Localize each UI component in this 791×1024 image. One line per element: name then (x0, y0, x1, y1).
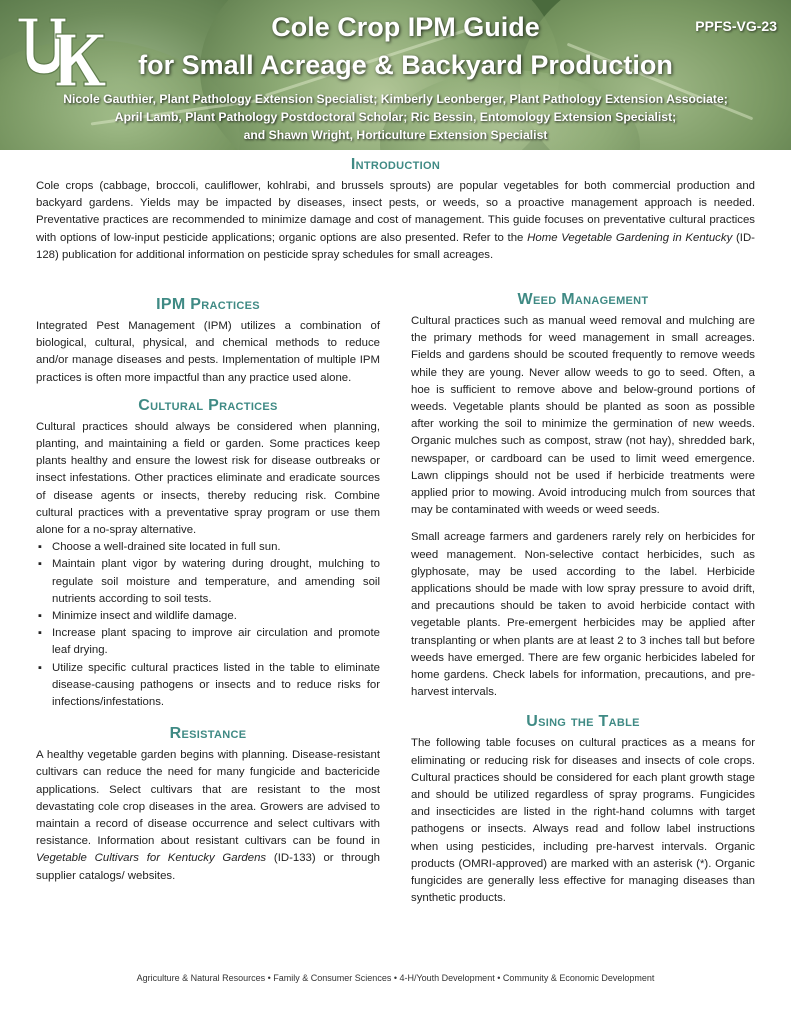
ipm-paragraph: Integrated Pest Management (IPM) utilizes a combination of biological, cultural, physical, and chemical methods to reduce and/or manage diseases and pests. Implementation of multiple IPM practices is often more impactful than any practice used alone. (36, 320, 380, 384)
publication-title: Home Vegetable Gardening in Kentucky (527, 231, 733, 244)
resistance-heading: Resistance (169, 725, 247, 743)
author-line: Nicole Gauthier, Plant Pathology Extension Specialist; Kimberly Leonberger, Plant Pathology Extension Associate; (63, 92, 728, 106)
page-title-line2: for Small Acreage & Backyard Production (138, 50, 673, 80)
weed-paragraph: Small acreage farmers and gardeners rarely rely on herbicides for weed management. Non-selective contact herbicides, such as glyphosate, may be used according to the label. Herbicide applications should be made with low spray pressure to avoid drift, and precautions should be taken to avoid herbicide contact with vegetable plants. Pre-emergent herbicides may be applied after transplanting or when plants are at least 2 to 3 inches tall but before weeds have emerged. There are few organic herbicides labeled for home gardens. Check labels for information, precautions, and pre-harvest intervals. (411, 531, 755, 699)
weed-paragraph: Cultural practices such as manual weed removal and mulching are the primary methods for weed management in small acreages. Fields and gardens should be scouted frequently to remove weeds while they are young. Never allow weeds to go to seed. Often, a hoe is sufficient to remove above and below-ground portions of weeds. Vegetable plants should be planted as soon as possible after working the soil to minimize the germination of new weeds. Organic mulches such as compost, straw (not hay), shredded bark, newspaper, or cardboard can be used to limit weed emergence. Lawn clippings should not be used if herbicide treatments were applied prior to mowing. Avoid introducing mulch from sources that may be contaminated with weeds or weed seeds. (411, 315, 755, 517)
publication-title: Vegetable Cultivars for Kentucky Gardens (36, 852, 267, 865)
right-column (411, 291, 755, 908)
document-id: PPFS-VG-23 (695, 18, 777, 34)
author-list (20, 90, 771, 144)
resistance-paragraph: A healthy vegetable garden begins with planning. Disease-resistant cultivars can reduce the need for many fungicide and bactericide applications. Select cultivars that are resistant to the most devastating cole crop diseases in the area. Growers are advised to maintain a record of disease occurrence and select cultivars with resistance. Information about resistant cultivars can be found in Vegetable Cultivars for Kentucky Gardens (ID-133) or through supplier catalogs/ websites. (36, 749, 380, 882)
using-table-heading: Using the Table (526, 713, 640, 731)
weed-heading: Weed Management (517, 291, 649, 308)
left-column (36, 296, 380, 885)
introduction-paragraph: Cole crops (cabbage, broccoli, cauliflower, kohlrabi, and brussels sprouts) are popular vegetables for both commercial production and backyard gardens. Yields may be impacted by diseases, insect pests, or weeds, so a proactive management approach is needed. Preventative practices are recommended to minimize damage and cost of management. This guide focuses on preventative cultural practices with options of low-input pesticide applications; organic options are also presented. Refer to the Home Vegetable Gardening in Kentucky (ID-128) publication for additional information on pesticide spray schedules for small acreages. (36, 180, 755, 261)
header-banner (0, 0, 791, 150)
author-line: April Lamb, Plant Pathology Postdoctoral Scholar; Ric Bessin, Entomology Extension Specialist; (114, 110, 677, 124)
cultural-paragraph: Cultural practices should always be considered when planning, planting, and maintaining a field or garden. Some practices keep plants healthy and ensure the lowest risk for disease outbreaks or insect infestations. Other practices eliminate and eradicate sources of disease agents or insects, thereby reducing risk. Combine cultural practices with a preventative spray program or use them alone for a no-spray alternative. (36, 420, 380, 537)
cultural-bullet-list (36, 539, 380, 711)
cultural-heading: Cultural Practices (138, 396, 278, 414)
list-item: ▪ Utilize specific cultural practices listed in the table to eliminate disease-causing pathogens or insects and to reduce risks for infections/infestations. (36, 660, 380, 712)
page-title-line1: Cole Crop IPM Guide (271, 12, 540, 42)
introduction-heading: Introduction (350, 156, 441, 173)
ipm-heading: IPM Practices (156, 296, 260, 313)
list-item: ▪ Choose a well-drained site located in full sun. (36, 539, 380, 556)
footer: Agriculture & Natural Resources • Family & Consumer Sciences • 4-H/Youth Development • Community & Economic Development (136, 973, 655, 983)
using-table-paragraph: The following table focuses on cultural practices as a means for eliminating or reducing risk for diseases and insects of cole crops. Cultural practices should be considered for each plant growth stage and should be utilized regardless of spray programs. Fungicides and insecticides are listed in the right-hand columns with target pathogens or insects. Always read and follow label instructions when using pesticides, including pre-harvest intervals. Organic products (OMRI-approved) are marked with an asterisk (*). Organic fungicides are generally less effective for managing diseases than synthetic products. (411, 737, 755, 905)
list-item: ▪ Maintain plant vigor by watering during drought, mulching to regulate soil moisture and temperature, and amending soil nutrients according to soil tests. (36, 556, 380, 608)
list-item: ▪ Minimize insect and wildlife damage. (36, 608, 380, 625)
introduction-section (36, 156, 755, 264)
author-line: and Shawn Wright, Horticulture Extension Specialist (243, 128, 548, 142)
list-item: ▪ Increase plant spacing to improve air circulation and promote leaf drying. (36, 625, 380, 659)
